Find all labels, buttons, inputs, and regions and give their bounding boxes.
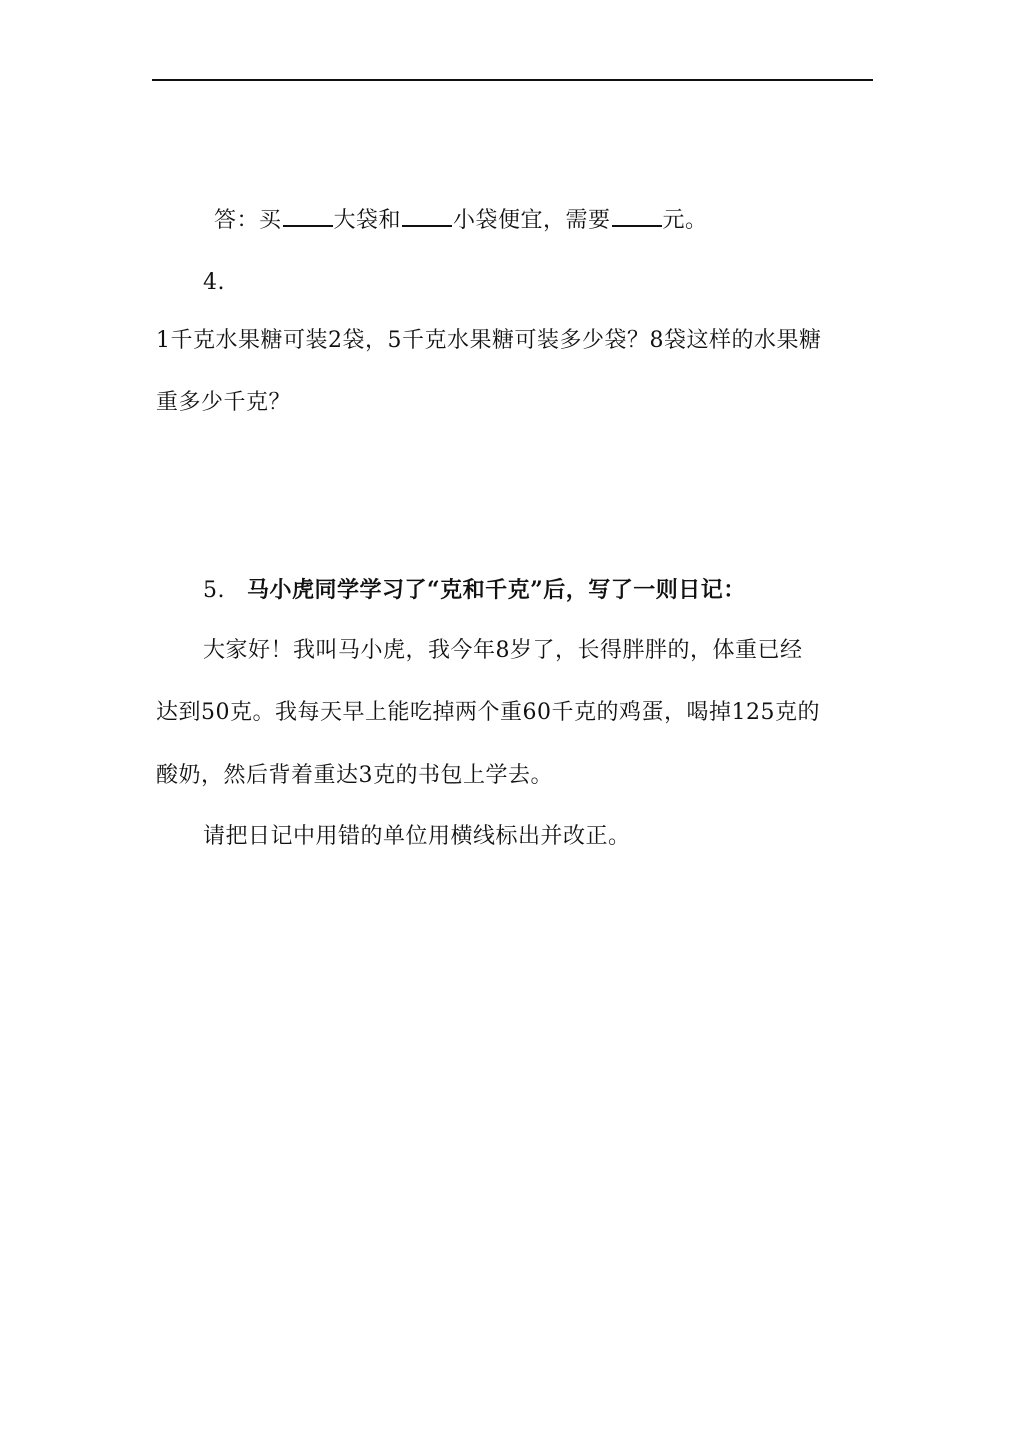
q5-diary-line3: 酸奶，然后背着重达3克的书包上学去。 (156, 763, 553, 788)
answer-line (214, 203, 708, 236)
q5-title: 马小虎同学学习了“克和千克”后，写了一则日记： (247, 577, 746, 603)
answer-blank-large-bags[interactable] (283, 203, 333, 227)
answer-blank-cost[interactable] (612, 203, 662, 227)
q5-instruction: 请把日记中用错的单位用横线标出并改正。 (203, 824, 631, 849)
q5-heading (203, 575, 746, 606)
q4-number: 4. (203, 270, 225, 295)
answer-prefix: 答：买 (214, 208, 282, 233)
q5-diary-line2: 达到50克。我每天早上能吃掉两个重60千克的鸡蛋，喝掉125克的 (156, 700, 820, 725)
answer-part2: 大袋和 (333, 208, 402, 233)
q5-diary-line1: 大家好！我叫马小虎，我今年8岁了，长得胖胖的，体重已经 (203, 638, 803, 663)
answer-suffix: 元。 (662, 208, 708, 233)
answer-blank-small-bags[interactable] (402, 203, 452, 227)
q4-line2: 重多少千克？ (156, 390, 292, 415)
q5-number: 5. (203, 578, 225, 603)
answer-part3: 小袋便宜，需要 (453, 208, 611, 233)
header-rule (152, 79, 873, 81)
q4-line1: 1千克水果糖可装2袋，5千克水果糖可装多少袋？8袋这样的水果糖 (156, 328, 822, 353)
